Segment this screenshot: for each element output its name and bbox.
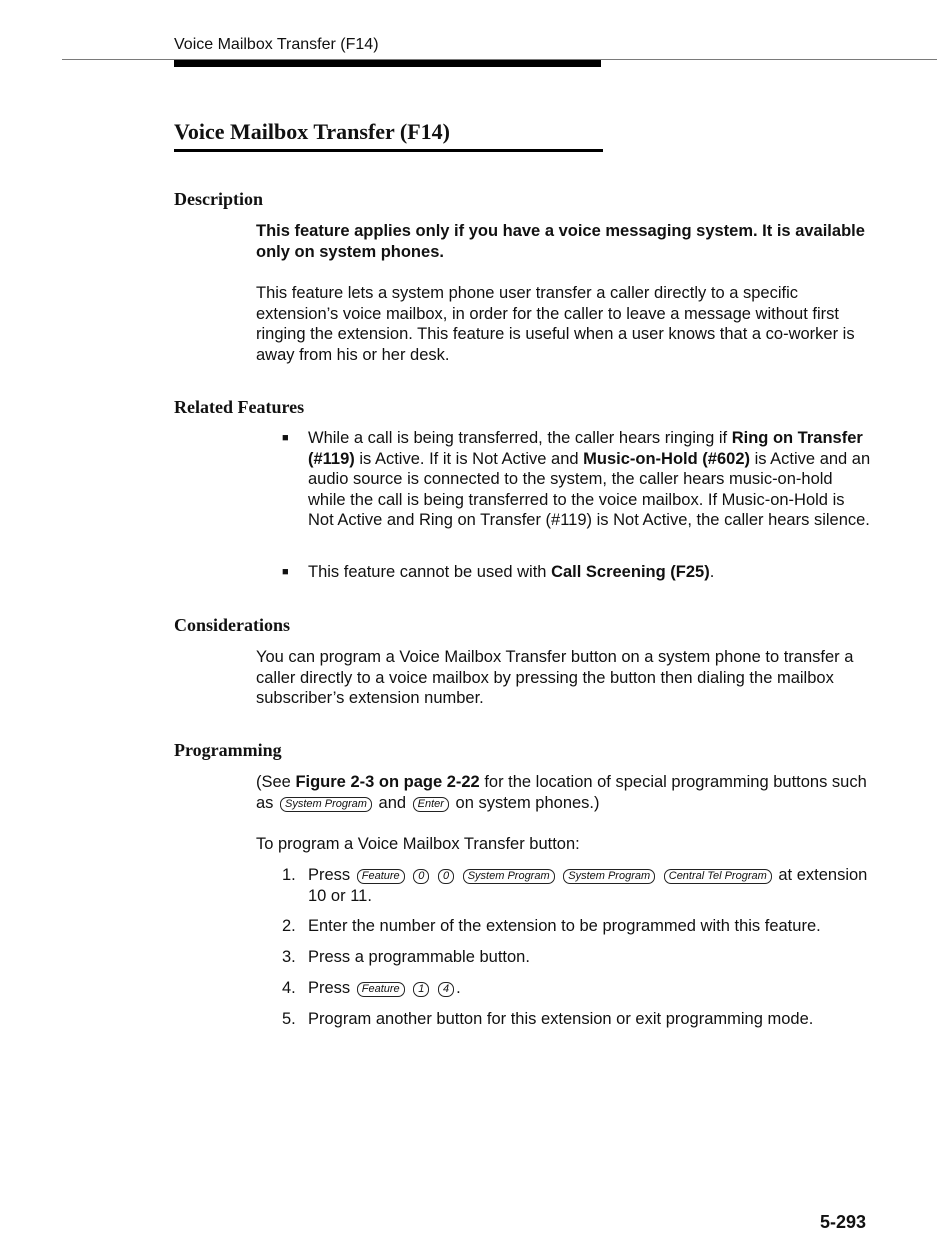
programming-step [256,978,874,999]
system-program-key-icon: System Program [463,869,555,884]
page-title: Voice Mailbox Transfer (F14) [174,118,603,152]
step-text: Enter the number of the extension to be programmed with this feature. [308,917,821,935]
related-feature-item [256,428,874,531]
figure-reference: Figure 2-3 on page 2-22 [295,773,480,791]
bullet-icon: ■ [282,432,289,444]
description-body: This feature lets a system phone user transfer a caller directly to a specific extension’s voice mailbox, in order for the caller to leave a message without first ringing the extension. This feature is useful when a user knows that a co-worker is away from his or her desk. [256,284,855,364]
ring-on-transfer-ref: Ring on Transfer (#119) [308,429,863,468]
dial-1-key-icon: 1 [413,982,429,997]
step-number: 3. [282,948,296,966]
call-screening-ref: Call Screening (F25) [551,563,710,581]
description-note: This feature applies only if you have a voice messaging system. It is available only on system phones. [256,222,865,261]
step-number: 2. [282,917,296,935]
system-program-key-icon: System Program [280,797,372,812]
related-feature-text: This feature cannot be used with Call Screening (F25). [308,563,715,581]
related-feature-text: While a call is being transferred, the caller hears ringing if Ring on Transfer (#119) is Active. If it is Not Active and Music-on-Hold (#602) is Active and an audio source is connected to the system, the caller hears music-on-hold while the call is being transferred to the voice mailbox. If Music-on-Hold is Not Active and Ring on Transfer (#119) is Not Active, the caller hears silence. [308,429,871,530]
bullet-icon: ■ [282,566,289,578]
step-text: Press a programmable button. [308,948,530,966]
music-on-hold-ref: Music-on-Hold (#602) [583,449,750,468]
feature-key-icon: Feature [357,982,405,997]
programming-heading: Programming [174,740,282,760]
dial-0-key-icon: 0 [413,869,429,884]
step-number: 4. [282,979,296,997]
page-number: 5-293 [820,1212,867,1232]
considerations-body: You can program a Voice Mailbox Transfer button on a system phone to transfer a caller directly to a voice mailbox by pressing the button then dialing the mailbox subscriber’s extension number. [256,648,854,708]
programming-step [256,865,874,906]
feature-key-icon: Feature [357,869,405,884]
step-text: Program another button for this extension or exit programming mode. [308,1010,814,1028]
considerations-heading: Considerations [174,615,291,635]
header-bar [174,60,601,67]
dial-0-key-icon: 0 [438,869,454,884]
related-features-heading: Related Features [174,397,305,417]
enter-key-icon: Enter [413,797,449,812]
step-text: Press Feature 0 0 System Program System Program Central Tel Program at extension 10 or 11. [308,866,868,905]
related-feature-item [256,562,874,583]
central-tel-program-key-icon: Central Tel Program [664,869,772,884]
step-text: Press Feature 1 4 . [308,979,461,997]
system-program-key-icon: System Program [563,869,655,884]
step-number: 5. [282,1010,296,1028]
running-header: Voice Mailbox Transfer (F14) [174,36,379,53]
description-heading: Description [174,189,263,209]
programming-step [256,1009,874,1030]
step-number: 1. [282,866,296,884]
programming-see-note: (See Figure 2-3 on page 2-22 for the location of special programming buttons such as System Program and Enter on system phones.) [256,773,867,812]
programming-step [256,947,874,968]
programming-step [256,916,874,937]
dial-4-key-icon: 4 [438,982,454,997]
programming-intro: To program a Voice Mailbox Transfer button: [256,835,580,853]
